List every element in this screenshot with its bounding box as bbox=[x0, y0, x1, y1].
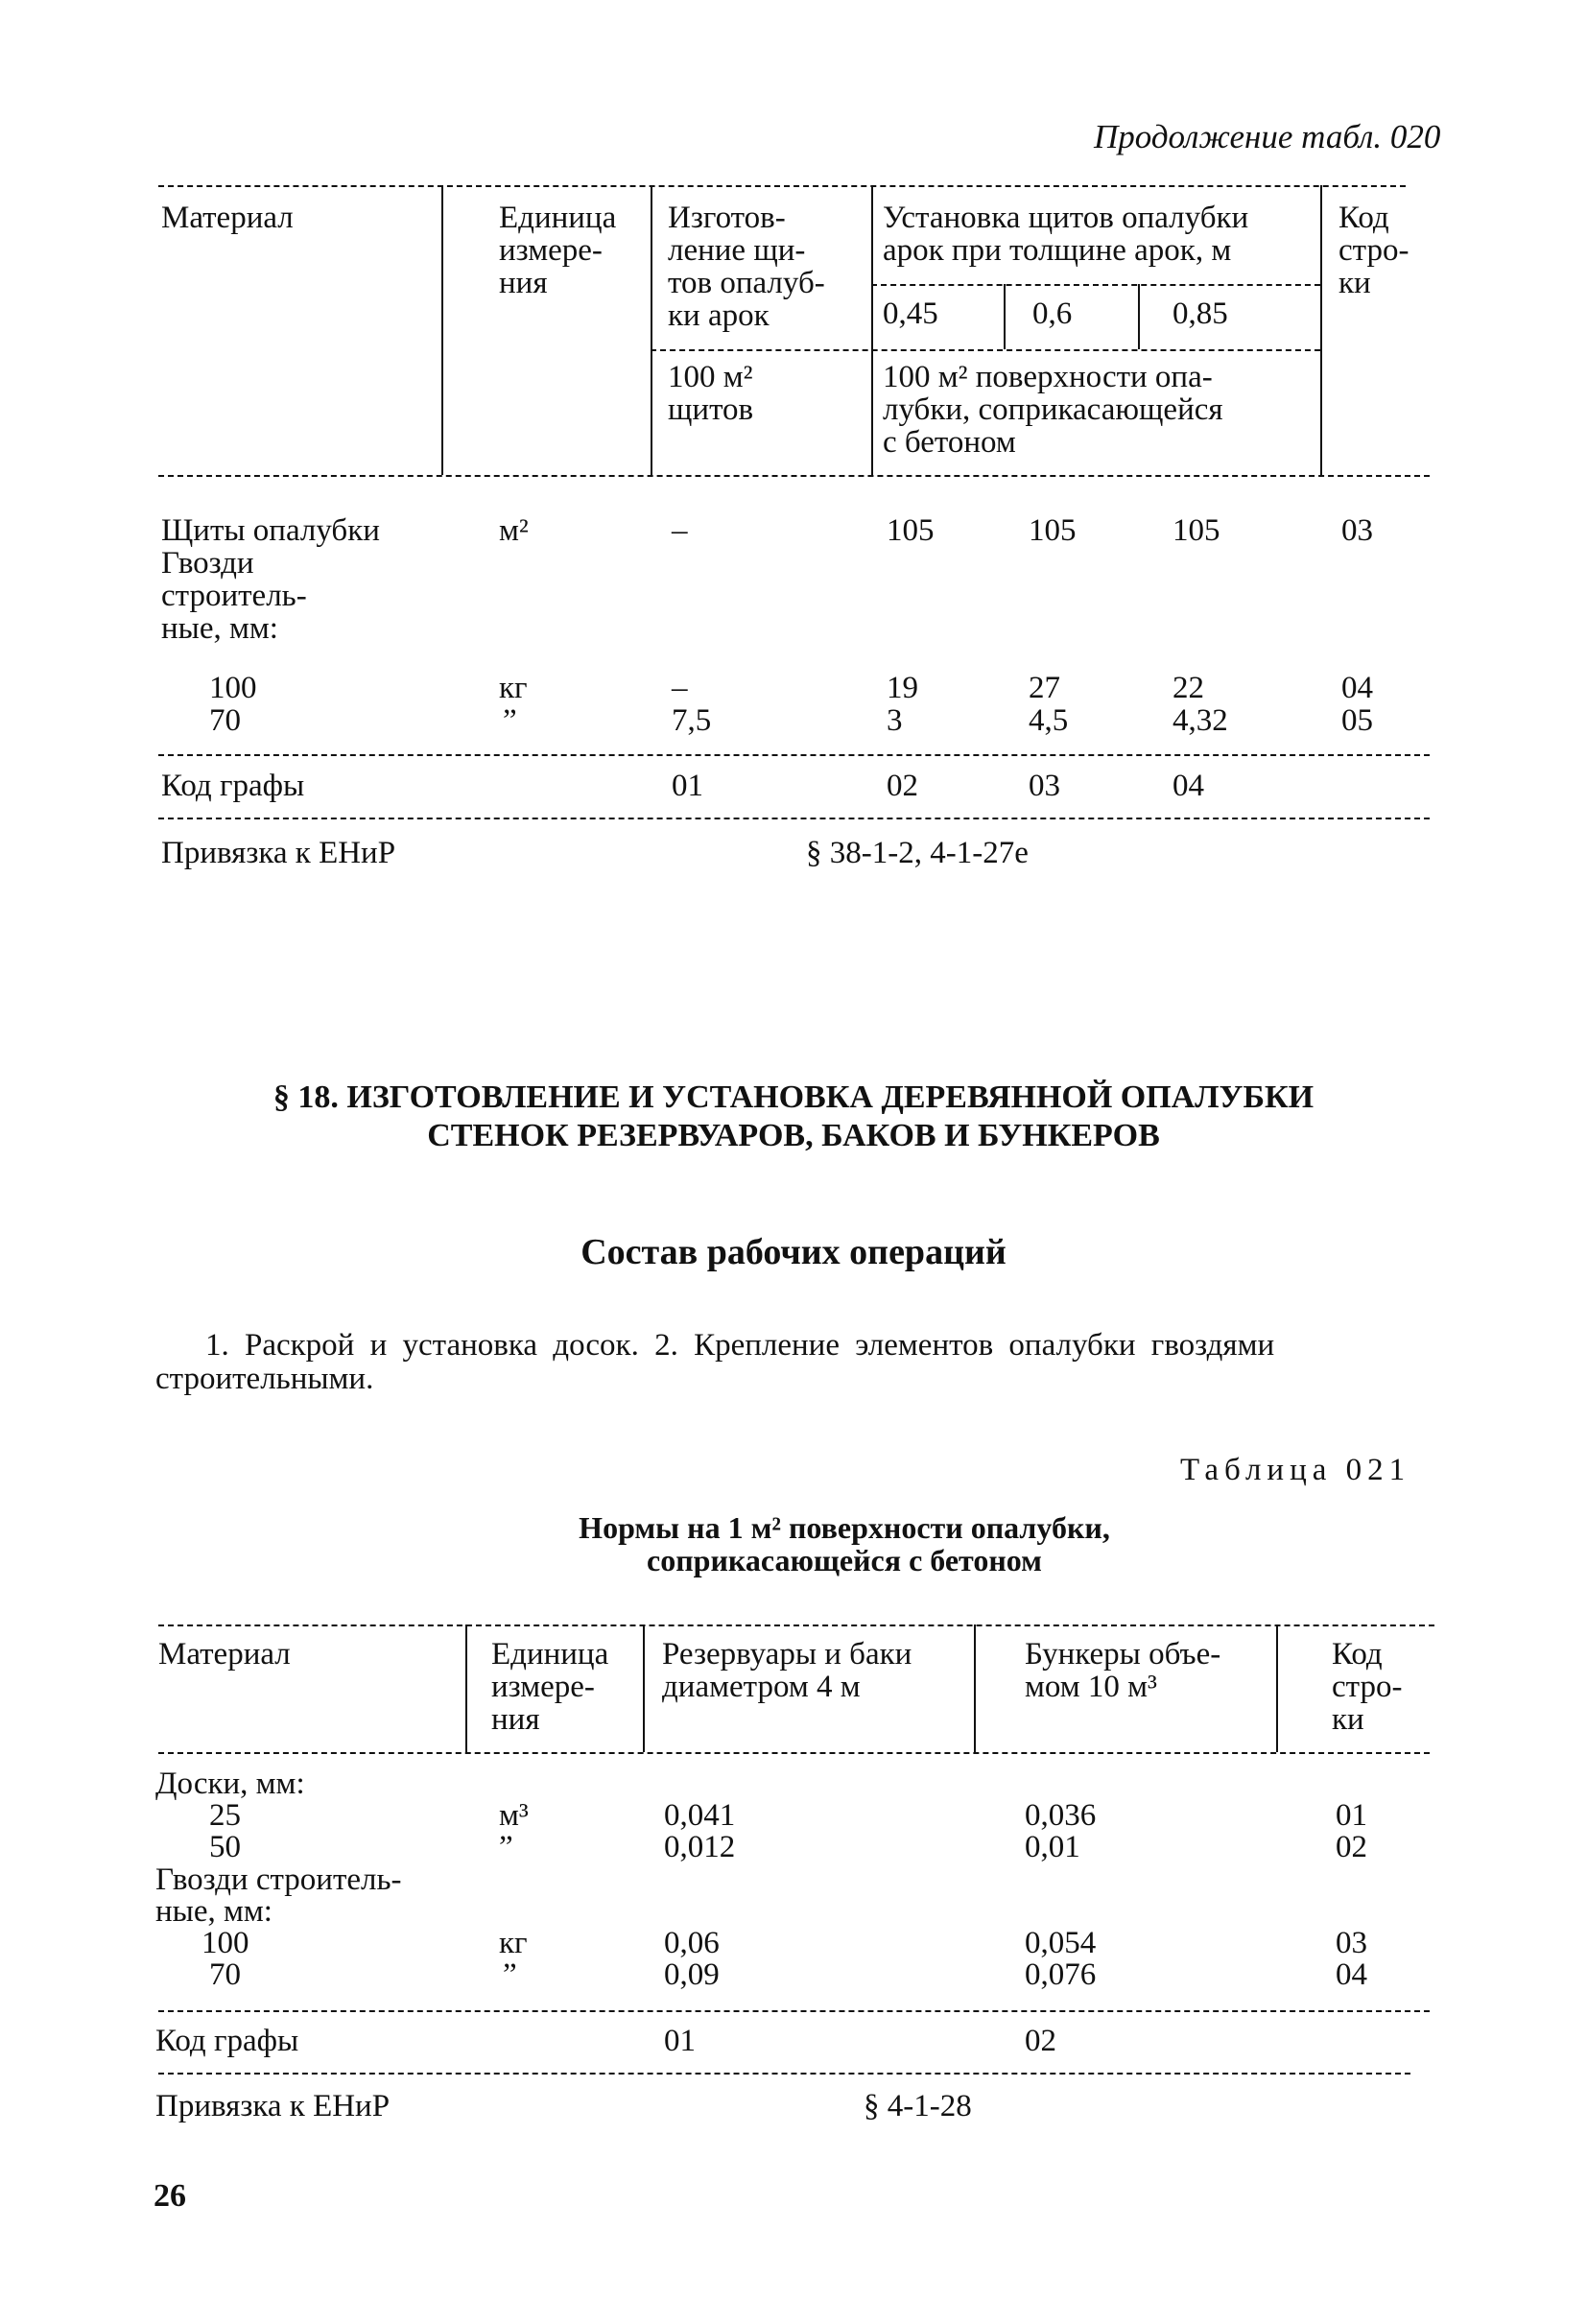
table-row-material: ные, мм: bbox=[155, 1894, 272, 1929]
table-row-code: 01 bbox=[1336, 1798, 1367, 1833]
binding-value: § 38-1-2, 4-1-27е bbox=[806, 836, 1029, 870]
table-row-material: Гвозди строитель- bbox=[155, 1862, 402, 1897]
header-unit: Единица измере- ния bbox=[491, 1637, 609, 1737]
header-thickness-1: 0,45 bbox=[883, 296, 938, 331]
code-row-label: Код графы bbox=[161, 769, 305, 803]
table-row-material: 70 bbox=[209, 703, 241, 738]
header-unit: Единица измере- ния bbox=[499, 201, 617, 300]
table-021-caption: Нормы на 1 м² поверхности опалубки, соприкасающейся с бетоном bbox=[579, 1510, 1110, 1577]
table-020-divider bbox=[651, 185, 652, 475]
table-021-top-rule bbox=[158, 1624, 1434, 1626]
table-row-value: 0,09 bbox=[664, 1957, 720, 1992]
header-manufacture-unit: 100 м² щитов bbox=[668, 360, 754, 427]
table-row-value: 0,076 bbox=[1025, 1957, 1097, 1992]
table-row-value: 4,5 bbox=[1029, 703, 1069, 738]
table-row-code: 04 bbox=[1336, 1957, 1367, 1992]
table-row-value: 0,01 bbox=[1025, 1830, 1080, 1864]
code-row-label: Код графы bbox=[155, 2024, 299, 2058]
table-row-code: 05 bbox=[1341, 703, 1373, 738]
header-thickness-3: 0,85 bbox=[1172, 296, 1228, 331]
header-material: Материал bbox=[161, 201, 294, 235]
table-020-divider bbox=[1138, 284, 1140, 349]
table-row-value: 27 bbox=[1029, 671, 1060, 705]
table-row-unit: ” bbox=[503, 1957, 517, 1992]
table-row-value: 19 bbox=[887, 671, 918, 705]
table-row-value: 105 bbox=[1172, 513, 1220, 548]
header-code: Код стро- ки bbox=[1332, 1637, 1403, 1737]
table-row-value: 7,5 bbox=[672, 703, 712, 738]
table-row-value: – bbox=[672, 671, 688, 705]
table-020-rule bbox=[651, 349, 1320, 351]
table-row-material: 100 bbox=[201, 1926, 249, 1960]
table-row-value: 0,012 bbox=[664, 1830, 736, 1864]
table-020-divider bbox=[871, 185, 873, 475]
binding-label: Привязка к ЕНиР bbox=[155, 2089, 391, 2123]
table-021-rule bbox=[158, 1752, 1430, 1754]
section-subtitle: Состав рабочих операций bbox=[580, 1232, 1007, 1272]
header-tanks: Резервуары и баки диаметром 4 м bbox=[662, 1637, 912, 1704]
table-row-code: 03 bbox=[1336, 1926, 1367, 1960]
header-bunkers: Бункеры объе- мом 10 м³ bbox=[1025, 1637, 1221, 1704]
table-020-divider bbox=[441, 185, 443, 475]
table-021-divider bbox=[1276, 1624, 1278, 1752]
table-row-value: 0,036 bbox=[1025, 1798, 1097, 1833]
section-title: § 18. ИЗГОТОВЛЕНИЕ И УСТАНОВКА ДЕРЕВЯННОЙ ОПАЛУБКИ СТЕНОК РЕЗЕРВУАРОВ, БАКОВ И БУНКЕРОВ bbox=[272, 1079, 1315, 1153]
table-row-material: 50 bbox=[209, 1830, 241, 1864]
table-021-rule bbox=[158, 2073, 1410, 2075]
page-number: 26 bbox=[154, 2178, 186, 2214]
code-row-value: 02 bbox=[887, 769, 918, 803]
section-paragraph: строительными. bbox=[155, 1362, 374, 1396]
table-row-unit: м³ bbox=[499, 1798, 529, 1833]
table-row-material: 70 bbox=[209, 1957, 241, 1992]
header-thickness-2: 0,6 bbox=[1032, 296, 1073, 331]
binding-label: Привязка к ЕНиР bbox=[161, 836, 396, 870]
table-row-material: 25 bbox=[209, 1798, 241, 1833]
table-row-material: Гвозди строитель- ные, мм: bbox=[161, 546, 307, 646]
table-021-divider bbox=[465, 1624, 467, 1752]
table-row-unit: кг bbox=[499, 1926, 528, 1960]
header-material: Материал bbox=[158, 1637, 291, 1672]
table-row-material: Доски, мм: bbox=[155, 1767, 305, 1801]
table-row-value: 105 bbox=[1029, 513, 1077, 548]
table-row-material: 100 bbox=[209, 671, 257, 705]
table-row-value: 22 bbox=[1172, 671, 1204, 705]
table-row-unit: ” bbox=[499, 1830, 513, 1864]
code-row-value: 01 bbox=[664, 2024, 696, 2058]
header-manufacture: Изготов- ление щи- тов опалуб- ки арок bbox=[668, 201, 825, 333]
code-row-value: 02 bbox=[1025, 2024, 1056, 2058]
table-row-code: 03 bbox=[1341, 513, 1373, 548]
table-020-divider bbox=[1320, 185, 1322, 475]
header-code: Код стро- ки bbox=[1338, 201, 1409, 300]
table-row-code: 02 bbox=[1336, 1830, 1367, 1864]
table-row-value: 0,054 bbox=[1025, 1926, 1097, 1960]
code-row-value: 04 bbox=[1172, 769, 1204, 803]
table-021-label: Таблица 021 bbox=[1180, 1453, 1411, 1487]
table-020-divider bbox=[1004, 284, 1006, 349]
table-row-unit: кг bbox=[499, 671, 528, 705]
table-row-unit: ” bbox=[503, 703, 517, 738]
table-020-rule bbox=[158, 475, 1430, 477]
code-row-value: 03 bbox=[1029, 769, 1060, 803]
section-paragraph: 1. Раскрой и установка досок. 2. Крепление элементов опалубки гвоздями bbox=[205, 1328, 1275, 1363]
table-row-code: 04 bbox=[1341, 671, 1373, 705]
binding-value: § 4-1-28 bbox=[864, 2089, 972, 2123]
table-row-value: 105 bbox=[887, 513, 935, 548]
header-install-unit: 100 м² поверхности опа- лубки, соприкасающейся с бетоном bbox=[883, 360, 1223, 460]
table-row-value: 0,041 bbox=[664, 1798, 736, 1833]
header-install: Установка щитов опалубки арок при толщине арок, м bbox=[883, 201, 1249, 268]
table-row-material: Щиты опалубки bbox=[161, 513, 380, 548]
code-row-value: 01 bbox=[672, 769, 703, 803]
table-row-unit: м² bbox=[499, 513, 529, 548]
table-row-value: 3 bbox=[887, 703, 903, 738]
table-020-rule bbox=[158, 754, 1430, 756]
table-021-rule bbox=[158, 2010, 1430, 2012]
table-020-top-rule bbox=[158, 185, 1406, 187]
table-row-value: 4,32 bbox=[1172, 703, 1228, 738]
table-021-divider bbox=[974, 1624, 976, 1752]
table-021-divider bbox=[643, 1624, 645, 1752]
table-row-value: – bbox=[672, 513, 688, 548]
table-020-rule bbox=[158, 818, 1430, 819]
table-020-rule bbox=[871, 284, 1320, 286]
table-row-value: 0,06 bbox=[664, 1926, 720, 1960]
continuation-label: Продолжение табл. 020 bbox=[1094, 118, 1441, 155]
